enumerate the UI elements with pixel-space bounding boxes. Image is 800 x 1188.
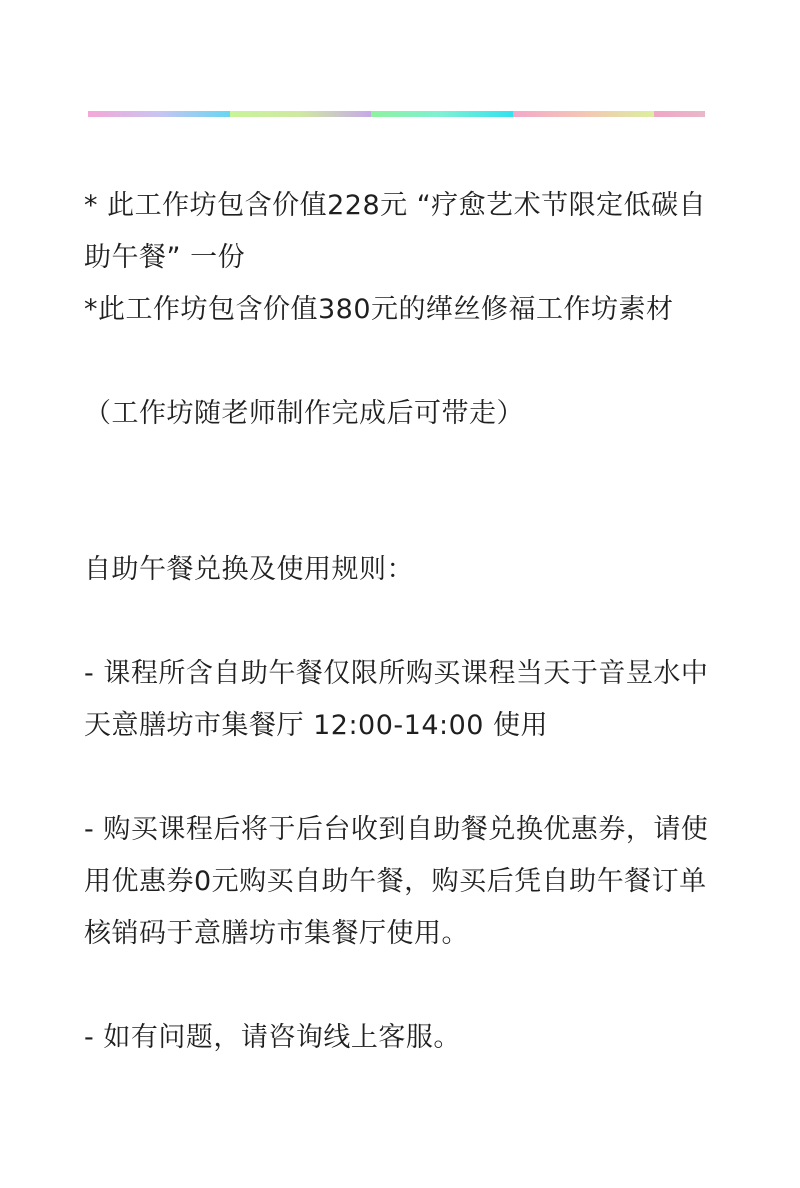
spacer: [84, 336, 724, 388]
divider-segment: [654, 111, 705, 117]
divider-segment: [371, 111, 513, 117]
divider-segment: [88, 111, 230, 117]
spacer: [84, 440, 724, 544]
spacer: [84, 596, 724, 648]
note-materials-included: *此工作坊包含价值380元的缂丝修福工作坊素材: [84, 294, 674, 325]
note-take-away: （工作坊随老师制作完成后可带走）: [84, 398, 524, 429]
article-body: [84, 180, 724, 1064]
section-title-lunch-rules: 自助午餐兑换及使用规则：: [84, 554, 414, 585]
spacer: [84, 960, 724, 1012]
note-lunch-included: * 此工作坊包含价值228元 “疗愈艺术节限定低碳自助午餐” 一份: [84, 190, 707, 273]
gradient-divider: [88, 111, 705, 117]
spacer: [84, 752, 724, 804]
rule-item-time-place: - 课程所含自助午餐仅限所购买课程当天于音昱水中天意膳坊市集餐厅 12:00-14:00 使用: [84, 658, 709, 741]
divider-segment: [513, 111, 655, 117]
rule-item-customer-service: - 如有问题，请咨询线上客服。: [84, 1022, 461, 1053]
rule-item-coupon: - 购买课程后将于后台收到自助餐兑换优惠券，请使用优惠券0元购买自助午餐，购买后凭自助午餐订单核销码于意膳坊市集餐厅使用。: [84, 814, 709, 949]
divider-segment: [230, 111, 372, 117]
